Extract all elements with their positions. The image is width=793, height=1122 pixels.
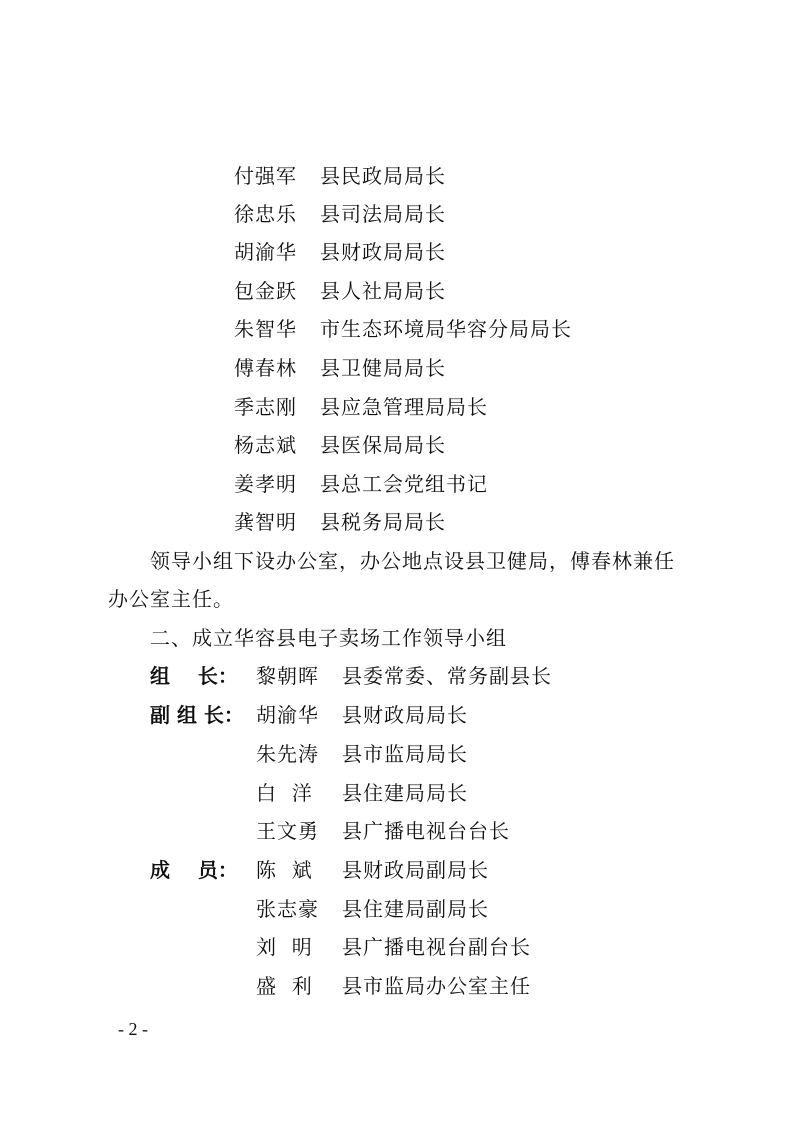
member-title: 市生态环境局华容分局局长: [320, 317, 572, 341]
deputy-title: 县住建局局长: [342, 781, 468, 805]
member-name: 盛 利: [256, 974, 313, 998]
deputy-name: 朱先涛: [256, 742, 319, 766]
member-title: 县总工会党组书记: [320, 472, 488, 496]
member-title: 县司法局局长: [320, 202, 446, 226]
member-title: 县税务局局长: [320, 510, 446, 534]
member-name: 张志豪: [256, 897, 319, 921]
member-title: 县医保局局长: [320, 433, 446, 457]
member-label: 成 员：: [150, 858, 238, 882]
member-title: 县民政局局长: [320, 164, 446, 188]
member-name: 朱智华: [234, 317, 297, 341]
member-name: 付强军: [234, 164, 297, 188]
member-title: 县住建局副局长: [342, 897, 489, 921]
member-name: 杨志斌: [234, 433, 297, 457]
deputy-title: 县财政局局长: [342, 703, 468, 727]
member-title: 县财政局副局长: [342, 858, 489, 882]
leader-title: 县委常委、常务副县长: [342, 664, 552, 688]
section-heading: 二、成立华容县电子卖场工作领导小组: [150, 626, 507, 650]
leader-name: 黎朝晖: [256, 664, 319, 688]
page-number: - 2 -: [118, 1019, 148, 1039]
member-title: 县市监局办公室主任: [342, 974, 531, 998]
member-name: 刘 明: [256, 935, 313, 959]
member-name: 傅春林: [234, 356, 297, 380]
member-title: 县卫健局局长: [320, 356, 446, 380]
member-title: 县广播电视台副台长: [342, 935, 531, 959]
member-name: 龚智明: [234, 510, 297, 534]
office-paragraph-line1: 领导小组下设办公室，办公地点设县卫健局，傅春林兼任: [150, 549, 675, 573]
member-name: 徐忠乐: [234, 202, 297, 226]
deputy-title: 县市监局局长: [342, 742, 468, 766]
member-name: 陈 斌: [256, 858, 313, 882]
member-title: 县财政局局长: [320, 240, 446, 264]
office-paragraph-line2: 办公室主任。: [108, 587, 234, 611]
member-title: 县人社局局长: [320, 279, 446, 303]
member-title: 县应急管理局局长: [320, 395, 488, 419]
deputy-name: 王文勇: [256, 819, 319, 843]
member-name: 姜孝明: [234, 472, 297, 496]
leader-label: 组 长：: [150, 664, 238, 688]
member-name: 胡渝华: [234, 240, 297, 264]
deputy-name: 胡渝华: [256, 703, 319, 727]
deputy-name: 白 洋: [256, 781, 313, 805]
deputy-title: 县广播电视台台长: [342, 819, 510, 843]
member-name: 包金跃: [234, 279, 297, 303]
deputy-label: 副 组 长：: [150, 703, 244, 727]
member-name: 季志刚: [234, 395, 297, 419]
